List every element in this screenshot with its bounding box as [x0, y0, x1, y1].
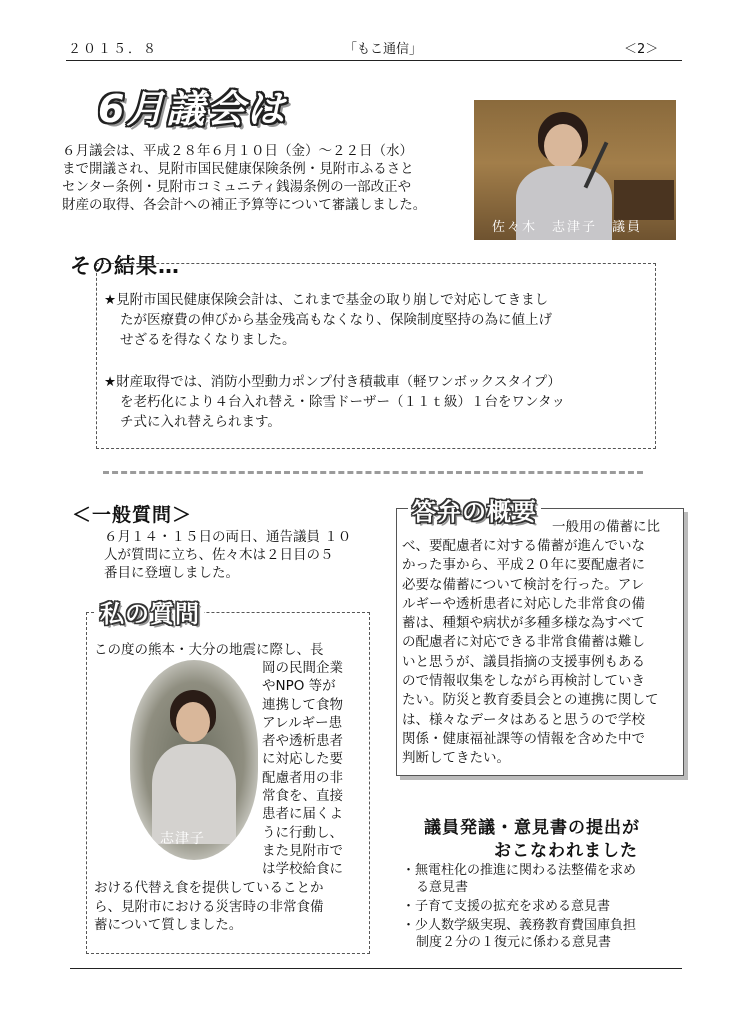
issue-date: ２０１５．８ — [68, 42, 159, 57]
text-line: ★見附市国民健康保険会計は、これまで基金の取り崩しで対応してきまし — [104, 292, 549, 308]
list-item-cont: る意見書 — [416, 880, 469, 895]
text-line: べ、要配慮者に対する備蓄が進んでいな — [402, 538, 645, 554]
intro-line: 財産の取得、各会計への補正予算等について審議しました。 — [62, 197, 427, 213]
answer-first-line: 一般用の備蓄に比 — [552, 519, 660, 535]
text-line: やNPO 等が — [262, 678, 336, 695]
text-line: いと思うが、議員指摘の支援事例もある — [402, 653, 645, 670]
text-line: は、様々なデータはあると思うので学校 — [402, 711, 645, 728]
text-line: 連携して食物 — [262, 696, 343, 713]
my-question-title: 私の質問 — [96, 594, 204, 629]
my-question-last-lines — [94, 879, 366, 935]
text-line: 判断してきたい。 — [402, 750, 510, 767]
intro-line: ６月議会は、平成２８年６月１０日（金）〜２２日（水） — [62, 143, 413, 159]
text-line: たい。防災と教育委員会との連携に関して — [402, 692, 659, 709]
answer-text — [402, 537, 682, 769]
text-line: ★財産取得では、消防小型動力ポンプ付き積載車（軽ワンボックスタイプ） — [104, 374, 561, 390]
page-number: ＜2＞ — [624, 42, 659, 57]
results-item — [104, 372, 650, 432]
text-line: を老朽化により４台入れ替え・除雪ドーザー（１１ｔ級）１台をワンタッ — [120, 394, 565, 410]
text-line: たが医療費の伸びから基金残高もなくなり、保険制度堅持の為に値上げ — [120, 312, 552, 328]
text-line: せざるを得なくなりました。 — [120, 332, 296, 348]
text-line: 関係・健康福祉課等の情報を含めた中で — [402, 730, 645, 747]
councillor-photo — [474, 100, 676, 240]
text-line: 蓄は、種類や病状が多種多様な為すべて — [402, 615, 645, 632]
text-line: 配慮者用の非 — [262, 769, 343, 786]
text-line: の配慮者に対応できる非常食備蓄は難し — [402, 634, 645, 651]
text-line: は学校給食に — [262, 861, 343, 878]
list-item: ・少人数学級実現、義務教育費国庫負担 — [402, 918, 637, 933]
text-line: ルギーや透析患者に対応した非常食の備 — [402, 595, 645, 612]
footer-rule — [70, 968, 682, 969]
my-question-first-line: この度の熊本・大分の地震に際し、長 — [94, 642, 324, 658]
text-line: アレルギー患 — [262, 714, 343, 731]
text-line: ので情報収集をしながら再検討していき — [402, 673, 645, 690]
text-line: 患者に届くよ — [262, 806, 343, 823]
text-line: 番目に登壇しました。 — [104, 565, 239, 581]
text-line: 蓄について質しました。 — [94, 917, 243, 933]
intro-line: まで開議され、見附市国民健康保険条例・見附市ふるさと — [62, 161, 414, 177]
text-line: かった事から、平成２０年に要配慮者に — [402, 557, 645, 574]
general-question-title: ＜一般質問＞ — [72, 504, 193, 526]
text-line: 者や透析患者 — [262, 733, 343, 750]
photo-name-plate: 志津子 — [160, 831, 205, 847]
intro-paragraph — [62, 142, 472, 214]
list-item-cont: 制度２分の１復元に係わる意見書 — [416, 935, 612, 950]
results-title: その結果… — [70, 254, 180, 278]
text-line: うに行動し、 — [262, 824, 343, 841]
text-line: ６月１４・１５日の両日、通告議員 １０ — [104, 529, 352, 545]
text-line: おける代替え食を提供していることか — [94, 880, 324, 896]
text-line: 必要な備蓄について検討を行った。アレ — [402, 576, 645, 593]
text-line: 岡の民間企業 — [262, 660, 343, 676]
my-question-wrapped-text — [262, 659, 372, 879]
text-line: ら、見附市における災害時の非常食備 — [94, 898, 324, 915]
section-divider — [103, 471, 643, 474]
list-item: ・子育て支援の拡充を求める意見書 — [402, 899, 611, 914]
text-line: 常食を、直接 — [262, 788, 343, 805]
text-line: に対応した要 — [262, 751, 343, 768]
text-line: 人が質問に立ち、佐々木は２日目の５ — [104, 547, 334, 563]
intro-line: センター条例・見附市コミュニティ銭湯条例の一部改正や — [62, 179, 412, 195]
answer-title: 答弁の概要 — [408, 492, 541, 527]
text-line: また見附市で — [262, 842, 343, 859]
header-rule — [66, 60, 682, 61]
general-question-text — [104, 528, 374, 582]
councillor-speaking-photo — [130, 660, 258, 860]
photo-caption: 佐々木 志津子 議員 — [492, 220, 643, 235]
page-title: 6月議会は — [98, 87, 287, 131]
proposals-title-line1: 議員発議・意見書の提出が — [424, 818, 640, 838]
proposals-title-line2: おこなわれました — [494, 841, 638, 861]
proposals-list — [402, 862, 692, 951]
results-item — [104, 290, 650, 350]
list-item: ・無電柱化の推進に関わる法整備を求め — [402, 863, 637, 878]
text-line: チ式に入れ替えられます。 — [120, 414, 281, 430]
newsletter-name: 「もこ通信」 — [344, 42, 423, 57]
